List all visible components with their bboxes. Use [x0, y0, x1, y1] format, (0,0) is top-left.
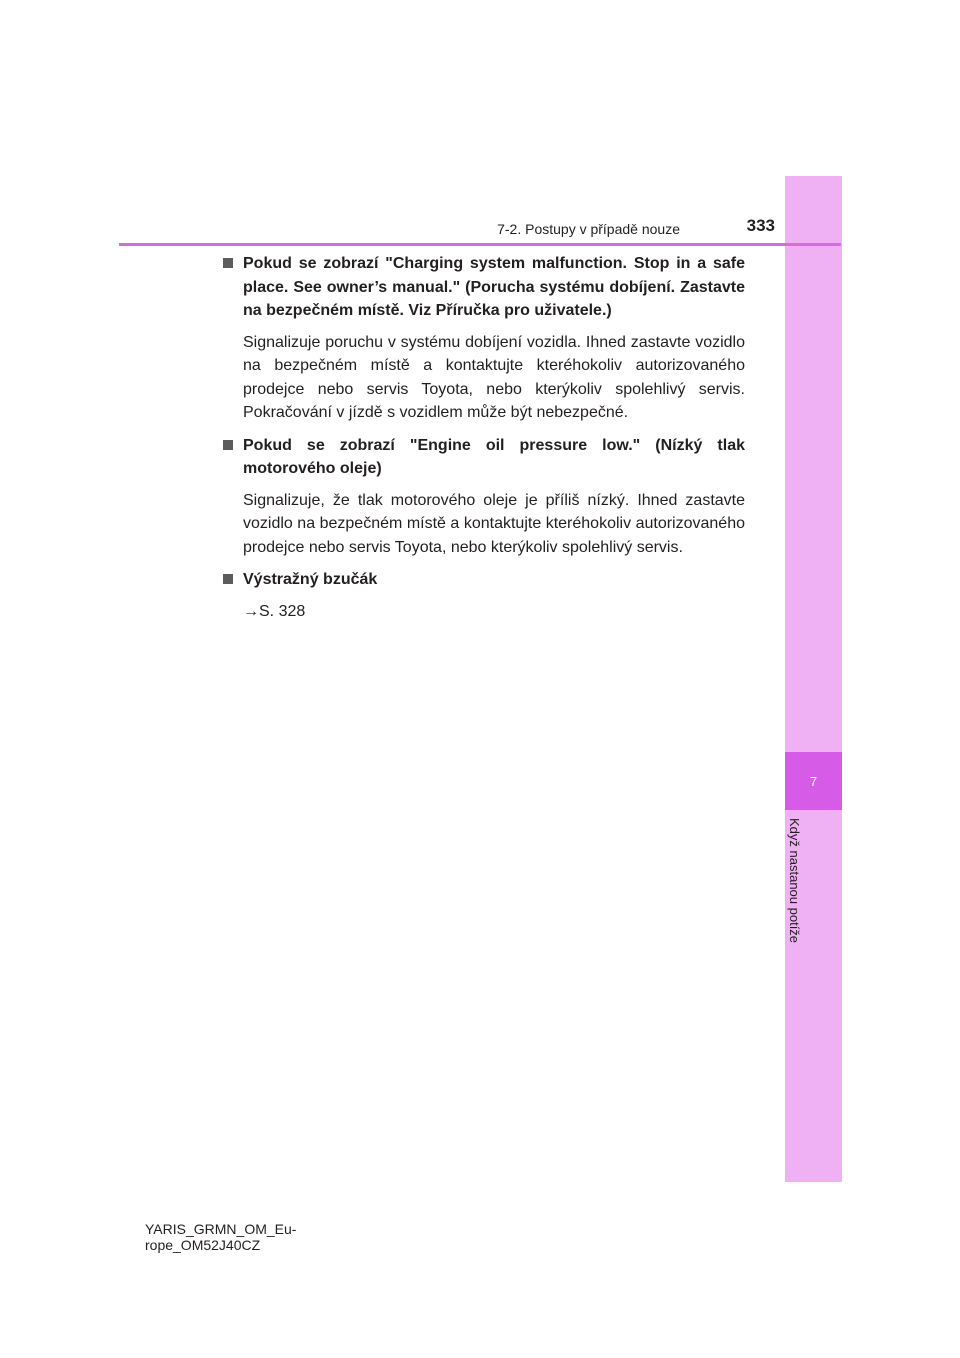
- chapter-side-band: [785, 176, 842, 1182]
- section-title: 7-2. Postupy v případě nouze: [497, 221, 680, 237]
- square-bullet-icon: [223, 440, 233, 450]
- page-reference-link[interactable]: →S. 328: [243, 602, 306, 620]
- chapter-number-tab[interactable]: [785, 752, 842, 810]
- page-number: 333: [746, 216, 775, 235]
- square-bullet-icon: [223, 258, 233, 268]
- footer-line-1: YARIS_GRMN_OM_Eu-: [145, 1221, 297, 1237]
- section-body: Signalizuje poruchu v systému dobíjení vozidla. Ihned zastavte vozidlo na bezpečném místě a kontaktujte kteréhokoliv autorizovaného prodejce nebo servis Toyota, nebo kterýkoliv spolehlivý servis. Pokračování v jízdě s vozidlem může být nebezpečné.: [243, 333, 745, 421]
- page-content: [221, 252, 745, 623]
- section-heading: Výstražný bzučák: [221, 568, 745, 592]
- section-body: Signalizuje, že tlak motorového oleje je příliš nízký. Ihned zastavte vozidlo na bezpečném místě a kontaktujte kteréhokoliv autorizovaného prodejce nebo servis Toyota, nebo kterýkoliv spolehlivý servis.: [243, 491, 745, 556]
- section-charging-system: [221, 252, 745, 425]
- chapter-number: 7: [809, 773, 818, 789]
- document-footer: [145, 1221, 296, 1253]
- section-heading: Pokud se zobrazí "Engine oil pressure low." (Nízký tlak motorového oleje): [221, 434, 745, 481]
- square-bullet-icon: [223, 574, 233, 584]
- chapter-title-vertical: Když nastanou potíže: [787, 818, 802, 944]
- section-oil-pressure: [221, 434, 745, 560]
- section-warning-buzzer: [221, 568, 745, 623]
- footer-line-2: rope_OM52J40CZ: [145, 1237, 261, 1253]
- header-rule: [119, 243, 841, 246]
- section-heading: Pokud se zobrazí "Charging system malfunction. Stop in a safe place. See owner’s manual." (Porucha systému dobíjení. Zastavte na bezpečném místě. Viz Příručka pro uživatele.): [221, 252, 745, 323]
